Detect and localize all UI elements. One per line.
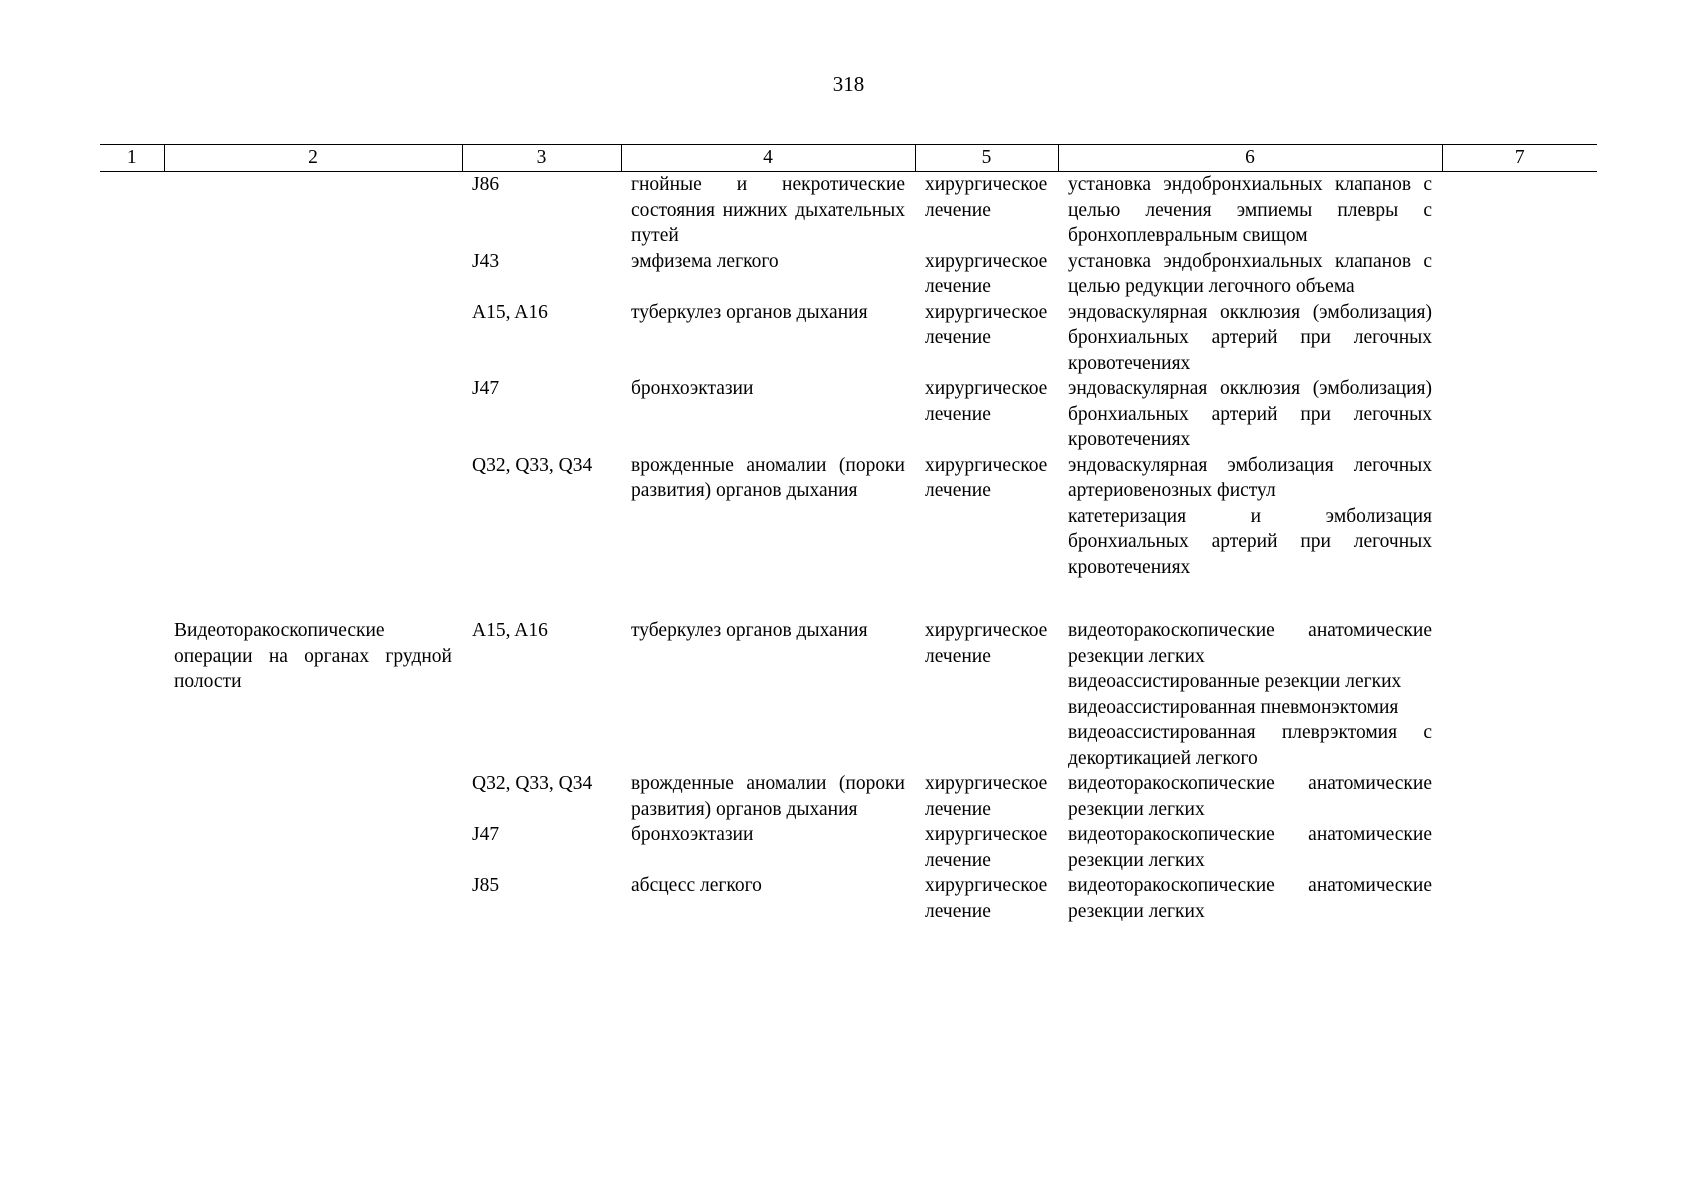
cell-col7 bbox=[1442, 618, 1597, 771]
cell-diagnosis: эмфизема легкого bbox=[631, 250, 779, 272]
table-row bbox=[100, 453, 1597, 581]
cell-treatment-type: хирургическое лечение bbox=[925, 620, 1048, 667]
cell-col1 bbox=[100, 618, 164, 771]
method-item: видеоассистированная плеврэктомия с декортикацией легкого bbox=[1068, 722, 1432, 769]
column-header-6: 6 bbox=[1058, 145, 1442, 172]
cell-diagnosis: абсцесс легкого bbox=[631, 875, 762, 896]
method-item: видеоассистированные резекции легких bbox=[1068, 671, 1402, 692]
column-header-7: 7 bbox=[1442, 145, 1597, 172]
cell-diagnosis: врожденные аномалии (пороки развития) органов дыхания bbox=[631, 454, 905, 501]
cell-icd-codes: A15, A16 bbox=[472, 301, 548, 323]
table-row bbox=[100, 771, 1597, 822]
cell-section bbox=[164, 376, 462, 453]
table-row bbox=[100, 822, 1597, 873]
method-item: эндоваскулярная окклюзия (эмболизация) бронхиальных артерий при легочных кровотечениях bbox=[1068, 301, 1432, 374]
cell-methods bbox=[1058, 249, 1442, 300]
cell-methods bbox=[1058, 771, 1442, 822]
cell-col1 bbox=[100, 873, 164, 924]
column-header-1: 1 bbox=[100, 145, 164, 172]
cell-treatment-type: хирургическое лечение bbox=[925, 875, 1048, 922]
cell-section bbox=[164, 873, 462, 924]
cell-icd-codes: J43 bbox=[472, 250, 500, 272]
cell-col1 bbox=[100, 771, 164, 822]
cell-section bbox=[164, 172, 462, 249]
page-number: 318 bbox=[832, 72, 865, 96]
table-row bbox=[100, 873, 1597, 924]
cell-diagnosis: врожденные аномалии (пороки развития) органов дыхания bbox=[631, 773, 905, 820]
cell-treatment-type: хирургическое лечение bbox=[925, 378, 1048, 425]
table-row bbox=[100, 249, 1597, 300]
cell-diagnosis: бронхоэктазии bbox=[631, 378, 754, 399]
method-item: видеоторакоскопические анатомические резекции легких bbox=[1068, 875, 1432, 922]
method-item: видеоторакоскопические анатомические резекции легких bbox=[1068, 824, 1432, 871]
cell-methods bbox=[1058, 376, 1442, 453]
cell-treatment-type: хирургическое лечение bbox=[925, 174, 1048, 221]
cell-col7 bbox=[1442, 771, 1597, 822]
section-spacer bbox=[100, 580, 1597, 618]
table-row bbox=[100, 300, 1597, 377]
cell-col7 bbox=[1442, 873, 1597, 924]
cell-diagnosis: туберкулез органов дыхания bbox=[631, 620, 868, 641]
cell-treatment-type: хирургическое лечение bbox=[925, 301, 1048, 348]
cell-icd-codes: J85 bbox=[472, 875, 500, 896]
cell-icd-codes: J47 bbox=[472, 824, 500, 845]
cell-methods bbox=[1058, 618, 1442, 771]
procedures-table bbox=[100, 144, 1597, 924]
method-item: видеоторакоскопические анатомические резекции легких bbox=[1068, 773, 1432, 820]
method-item: видеоассистированная пневмонэктомия bbox=[1068, 696, 1399, 718]
cell-diagnosis: бронхоэктазии bbox=[631, 824, 754, 845]
cell-col1 bbox=[100, 822, 164, 873]
cell-diagnosis: гнойные и некротические состояния нижних дыхательных путей bbox=[631, 174, 905, 246]
cell-methods bbox=[1058, 300, 1442, 377]
cell-methods bbox=[1058, 453, 1442, 581]
table-row bbox=[100, 376, 1597, 453]
cell-col7 bbox=[1442, 376, 1597, 453]
cell-col1 bbox=[100, 453, 164, 581]
cell-icd-codes: A15, A16 bbox=[472, 620, 548, 641]
column-number-row bbox=[100, 145, 1597, 172]
cell-section bbox=[164, 300, 462, 377]
cell-col1 bbox=[100, 249, 164, 300]
cell-col1 bbox=[100, 172, 164, 249]
cell-section bbox=[164, 249, 462, 300]
cell-methods bbox=[1058, 873, 1442, 924]
method-item: установка эндобронхиальных клапанов с целью лечения эмпиемы плевры с бронхоплевральным свищом bbox=[1068, 174, 1432, 246]
cell-treatment-type: хирургическое лечение bbox=[925, 250, 1048, 297]
method-item: катетеризация и эмболизация бронхиальных артерий при легочных кровотечениях bbox=[1068, 505, 1432, 578]
cell-diagnosis: туберкулез органов дыхания bbox=[631, 301, 868, 323]
table-row bbox=[100, 172, 1597, 249]
cell-icd-codes: J47 bbox=[472, 378, 500, 399]
cell-section bbox=[164, 822, 462, 873]
table-row bbox=[100, 618, 1597, 771]
cell-col7 bbox=[1442, 172, 1597, 249]
cell-col7 bbox=[1442, 822, 1597, 873]
cell-col7 bbox=[1442, 249, 1597, 300]
cell-icd-codes: Q32, Q33, Q34 bbox=[472, 773, 593, 794]
cell-icd-codes: Q32, Q33, Q34 bbox=[472, 454, 593, 476]
column-header-2: 2 bbox=[164, 145, 462, 172]
method-item: эндоваскулярная эмболизация легочных артериовенозных фистул bbox=[1068, 454, 1432, 501]
cell-treatment-type: хирургическое лечение bbox=[925, 824, 1048, 871]
method-item: эндоваскулярная окклюзия (эмболизация) бронхиальных артерий при легочных кровотечениях bbox=[1068, 378, 1432, 450]
column-header-3: 3 bbox=[462, 145, 621, 172]
cell-col1 bbox=[100, 376, 164, 453]
cell-section bbox=[164, 771, 462, 822]
cell-methods bbox=[1058, 172, 1442, 249]
column-header-4: 4 bbox=[621, 145, 915, 172]
cell-col1 bbox=[100, 300, 164, 377]
column-header-5: 5 bbox=[915, 145, 1058, 172]
cell-methods bbox=[1058, 822, 1442, 873]
cell-icd-codes: J86 bbox=[472, 174, 500, 195]
cell-treatment-type: хирургическое лечение bbox=[925, 454, 1048, 501]
method-item: видеоторакоскопические анатомические резекции легких bbox=[1068, 620, 1432, 667]
cell-col7 bbox=[1442, 300, 1597, 377]
cell-col7 bbox=[1442, 453, 1597, 581]
method-item: установка эндобронхиальных клапанов с целью редукции легочного объема bbox=[1068, 250, 1432, 297]
cell-section bbox=[164, 453, 462, 581]
cell-treatment-type: хирургическое лечение bbox=[925, 773, 1048, 820]
cell-section: Видеоторакоскопические операции на органах грудной полости bbox=[174, 620, 452, 692]
